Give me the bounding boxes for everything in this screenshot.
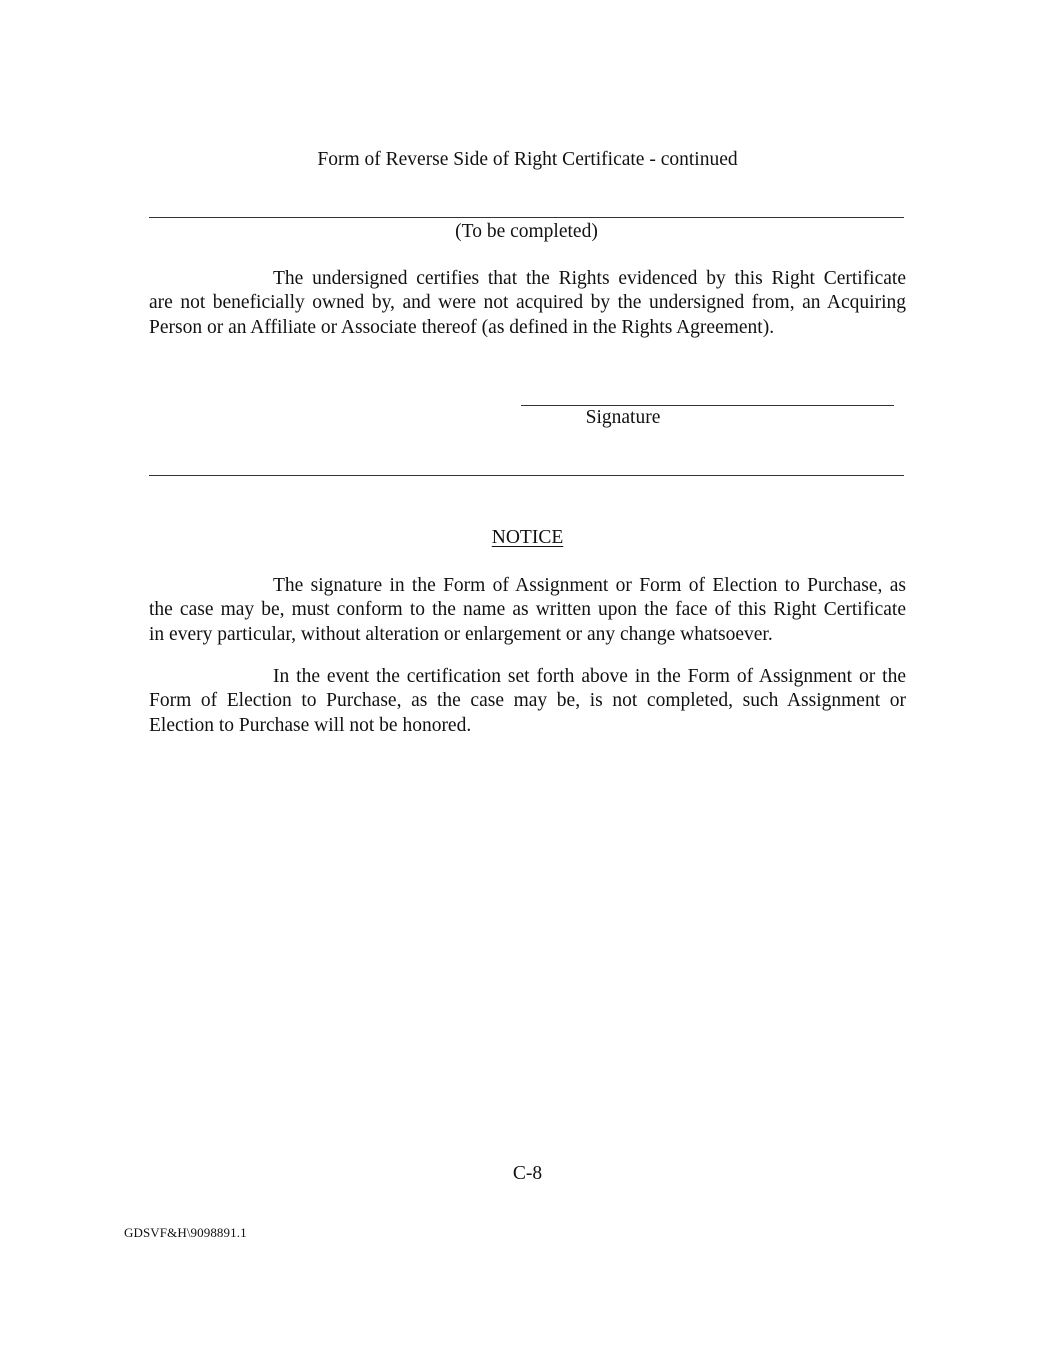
signature-label: Signature (585, 407, 661, 428)
notice-heading (0, 526, 1055, 550)
paragraph-line: in every particular, without alteration or enlargement or any change whatsoever. (149, 623, 773, 645)
footer-document-id: GDSVF&H\9098891.1 (124, 1225, 247, 1240)
notice-paragraph-1 (149, 574, 906, 647)
to-be-completed-label: (To be completed) (455, 221, 598, 242)
notice-paragraph-2 (149, 665, 906, 738)
top-divider-rule (149, 217, 904, 218)
paragraph-line: Election to Purchase will not be honored. (149, 714, 472, 736)
paragraph-line: the case may be, must conform to the name as written upon the face of this Right Certificate (149, 599, 906, 621)
page-title: Form of Reverse Side of Right Certificate - continued (317, 149, 738, 170)
page-number: C-8 (512, 1163, 543, 1184)
middle-divider-rule (149, 475, 904, 476)
paragraph-line: The signature in the Form of Assignment or Form of Election to Purchase, as (273, 575, 906, 596)
paragraph-line: Form of Election to Purchase, as the case may be, is not completed, such Assignment or (149, 690, 906, 712)
certification-paragraph (149, 267, 906, 340)
paragraph-line: The undersigned certifies that the Rights evidenced by this Right Certificate (273, 268, 906, 289)
paragraph-line: In the event the certification set forth above in the Form of Assignment or the (273, 666, 906, 687)
notice-heading-text: NOTICE (491, 527, 564, 548)
paragraph-line: Person or an Affiliate or Associate thereof (as defined in the Rights Agreement). (149, 316, 775, 338)
paragraph-line: are not beneficially owned by, and were not acquired by the undersigned from, an Acquiring (149, 292, 906, 314)
